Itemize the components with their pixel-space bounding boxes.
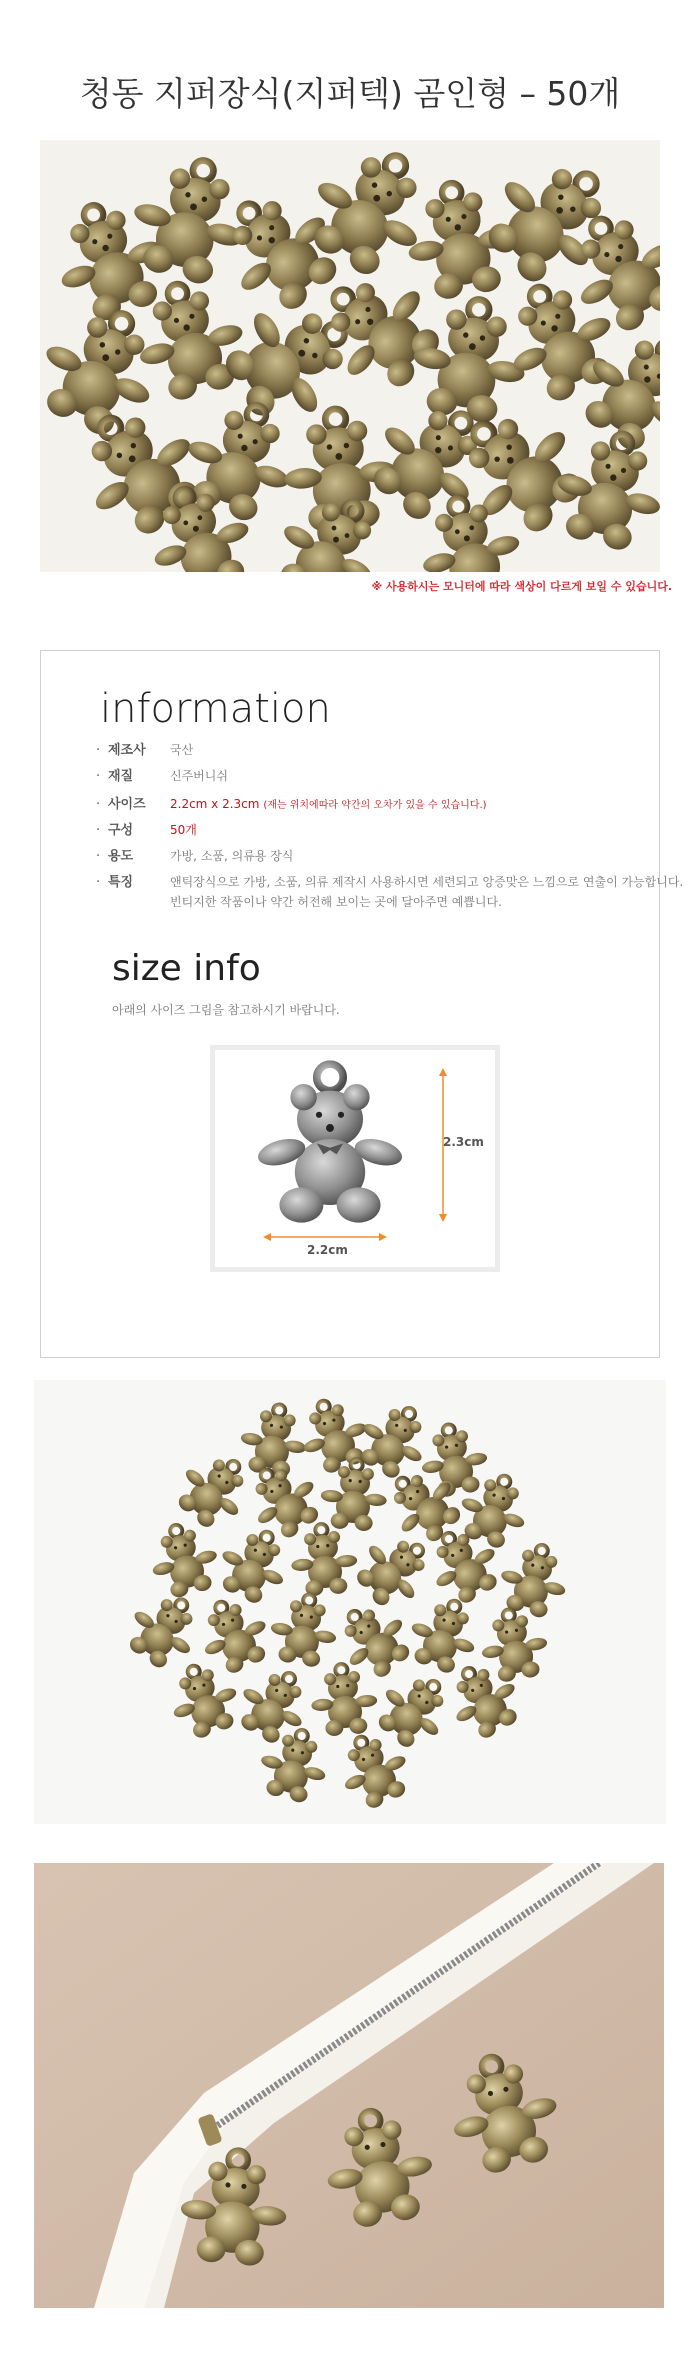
info-label: 구성: [108, 823, 134, 838]
info-label: 용도: [108, 849, 134, 864]
info-label: 제조사: [108, 743, 146, 758]
bear-charm-diagram: [215, 1050, 495, 1267]
info-label: 특징: [108, 875, 134, 890]
info-label: 사이즈: [108, 797, 146, 812]
info-label: 재질: [108, 769, 134, 784]
size-diagram: [210, 1045, 500, 1272]
info-value: [170, 796, 487, 814]
size-value: 2.2cm x 2.3cm: [170, 797, 260, 811]
bullet: ·: [96, 849, 101, 864]
size-info-desc: 아래의 사이즈 그림을 참고하시기 바랍니다.: [112, 1003, 340, 1017]
info-value: 앤틱장식으로 가방, 소품, 의류 제작시 사용하시면 세련되고 앙증맞은 느낌으로 연출이 가능합니다.: [170, 875, 684, 889]
height-label: 2.3cm: [443, 1135, 484, 1149]
product-photo-scatter: [34, 1380, 666, 1824]
information-heading: information: [100, 686, 331, 732]
info-value-line2: 빈티지한 작품이나 약간 허전해 보이는 곳에 달아주면 예쁩니다.: [170, 895, 502, 909]
size-note: (재는 위치에따라 약간의 오차가 있을 수 있습니다.): [263, 800, 487, 811]
bullet: ·: [96, 823, 101, 838]
bullet: ·: [96, 769, 101, 784]
product-photo-zipper: [34, 1863, 664, 2308]
product-photo-pile: [40, 140, 660, 572]
info-value: 국산: [170, 743, 194, 757]
width-label: 2.2cm: [307, 1243, 348, 1257]
color-notice: ※ 사용하시는 모니터에 따라 색상이 다르게 보일 수 있습니다.: [371, 580, 672, 593]
info-value: 50개: [170, 823, 197, 837]
size-info-heading: size info: [112, 948, 261, 989]
bullet: ·: [96, 797, 101, 812]
bullet: ·: [96, 875, 101, 890]
info-value: 신주버니쉬: [170, 769, 228, 783]
info-value: 가방, 소품, 의류용 장식: [170, 849, 294, 863]
bullet: ·: [96, 743, 101, 758]
page-title: 청동 지퍼장식(지퍼텍) 곰인형 – 50개: [79, 74, 621, 113]
